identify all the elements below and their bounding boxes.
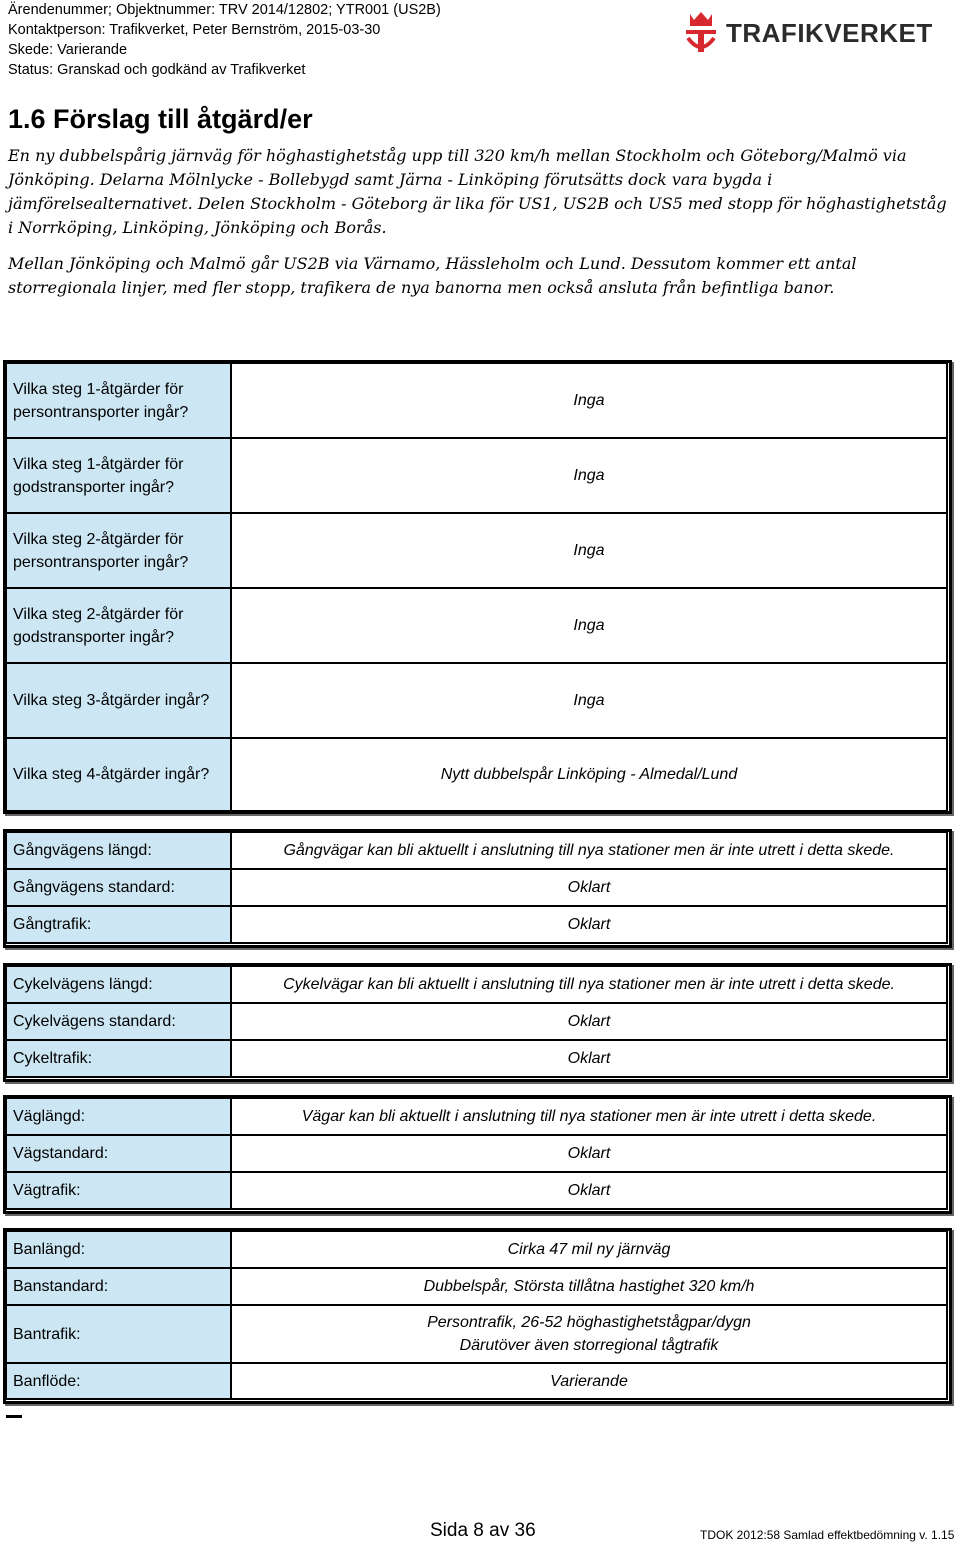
question-cell: Cykelvägens standard: — [6, 1003, 231, 1040]
question-cell: Bantrafik: — [6, 1305, 231, 1363]
answer-cell: Dubbelspår, Största tillåtna hastighet 320 km/h — [231, 1268, 947, 1305]
question-cell: Vilka steg 3-åtgärder ingår? — [6, 663, 231, 738]
table-row — [6, 513, 947, 588]
answer-cell: Oklart — [231, 1040, 947, 1077]
question-cell: Gångvägens längd: — [6, 832, 231, 869]
section-intro — [8, 144, 953, 312]
table-row — [6, 1305, 947, 1363]
trafikverket-logo — [682, 8, 948, 58]
section-title: 1.6 Förslag till åtgärd/er — [8, 104, 313, 134]
railway-table — [5, 1230, 948, 1400]
table-row — [6, 588, 947, 663]
answer-line: Persontrafik, 26-52 höghastighetstågpar/dygn — [427, 1314, 751, 1331]
answer-cell: Oklart — [231, 906, 947, 943]
table-row — [6, 869, 947, 906]
measures-steps-table — [5, 362, 948, 812]
answer-cell: Vägar kan bli aktuellt i anslutning till nya stationer men är inte utrett i detta skede. — [231, 1098, 947, 1135]
table-row — [6, 906, 947, 943]
document-reference: TDOK 2012:58 Samlad effektbedömning v. 1.15 — [700, 1528, 955, 1542]
table-row — [6, 363, 947, 438]
walkway-table — [5, 831, 948, 944]
answer-cell — [231, 1305, 947, 1363]
cycleway-table — [5, 965, 948, 1078]
table-row — [6, 1098, 947, 1135]
table-row — [6, 966, 947, 1003]
answer-cell: Cirka 47 mil ny järnväg — [231, 1231, 947, 1268]
question-cell: Banflöde: — [6, 1363, 231, 1399]
question-cell: Vägtrafik: — [6, 1172, 231, 1209]
answer-cell: Cykelvägar kan bli aktuellt i anslutning till nya stationer men är inte utrett i detta skede. — [231, 966, 947, 1003]
table-row — [6, 1172, 947, 1209]
meta-stage: Skede: Varierande — [8, 42, 128, 58]
answer-cell: Inga — [231, 663, 947, 738]
document-header-meta — [8, 0, 441, 80]
table-row — [6, 663, 947, 738]
question-cell: Vilka steg 1-åtgärder för godstransporter ingår? — [6, 438, 231, 513]
answer-cell: Inga — [231, 438, 947, 513]
question-cell: Vägstandard: — [6, 1135, 231, 1172]
question-cell: Cykelvägens längd: — [6, 966, 231, 1003]
table-row — [6, 832, 947, 869]
meta-contact: Kontaktperson: Trafikverket, Peter Bernström, 2015-03-30 — [8, 22, 381, 38]
answer-cell: Oklart — [231, 869, 947, 906]
answer-cell: Inga — [231, 513, 947, 588]
divider-mark — [6, 1415, 22, 1418]
meta-case-number: Ärendenummer; Objektnummer: TRV 2014/12802; YTR001 (US2B) — [8, 2, 441, 18]
intro-paragraph: En ny dubbelspårig järnväg för höghastighetståg upp till 320 km/h mellan Stockholm och Göteborg/Malmö via Jönköping. Delarna Mölnlycke - Bollebygd samt Järna - Linköping förutsätts dock vara bygda i jämförelsealternativet. Delen Stockholm - Göteborg är lika för US1, US2B och US5 med stopp för höghastighetståg i Norrköping, Linköping, Jönköping och Borås. — [8, 146, 947, 237]
answer-cell: Inga — [231, 363, 947, 438]
logo-wordmark: TRAFIKVERKET — [726, 17, 933, 48]
table-row — [6, 1268, 947, 1305]
table-row — [6, 1363, 947, 1399]
question-cell: Gångtrafik: — [6, 906, 231, 943]
answer-cell: Oklart — [231, 1135, 947, 1172]
question-cell: Vilka steg 4-åtgärder ingår? — [6, 738, 231, 811]
question-cell: Vilka steg 2-åtgärder för godstransporter ingår? — [6, 588, 231, 663]
meta-status: Status: Granskad och godkänd av Trafikverket — [8, 62, 306, 78]
table-row — [6, 438, 947, 513]
table-row — [6, 1135, 947, 1172]
answer-cell: Inga — [231, 588, 947, 663]
table-row — [6, 738, 947, 811]
answer-line: Därutöver även storregional tågtrafik — [459, 1337, 719, 1354]
question-cell: Vilka steg 2-åtgärder för persontransporter ingår? — [6, 513, 231, 588]
page-number: Sida 8 av 36 — [430, 1520, 536, 1541]
road-table — [5, 1097, 948, 1210]
question-cell: Väglängd: — [6, 1098, 231, 1135]
answer-cell: Nytt dubbelspår Linköping - Almedal/Lund — [231, 738, 947, 811]
answer-cell: Varierande — [231, 1363, 947, 1399]
question-cell: Gångvägens standard: — [6, 869, 231, 906]
answer-cell: Oklart — [231, 1172, 947, 1209]
answer-cell: Oklart — [231, 1003, 947, 1040]
question-cell: Banstandard: — [6, 1268, 231, 1305]
intro-paragraph: Mellan Jönköping och Malmö går US2B via Värnamo, Hässleholm och Lund. Dessutom kommer ett antal storregionala linjer, med fler stopp, trafikera de nya banorna men också ansluta från befintliga banor. — [8, 254, 857, 297]
question-cell: Cykeltrafik: — [6, 1040, 231, 1077]
table-row — [6, 1231, 947, 1268]
question-cell: Banlängd: — [6, 1231, 231, 1268]
crown-logo-icon — [682, 10, 720, 56]
table-row — [6, 1040, 947, 1077]
question-cell: Vilka steg 1-åtgärder för persontransporter ingår? — [6, 363, 231, 438]
table-row — [6, 1003, 947, 1040]
answer-cell: Gångvägar kan bli aktuellt i anslutning till nya stationer men är inte utrett i detta skede. — [231, 832, 947, 869]
